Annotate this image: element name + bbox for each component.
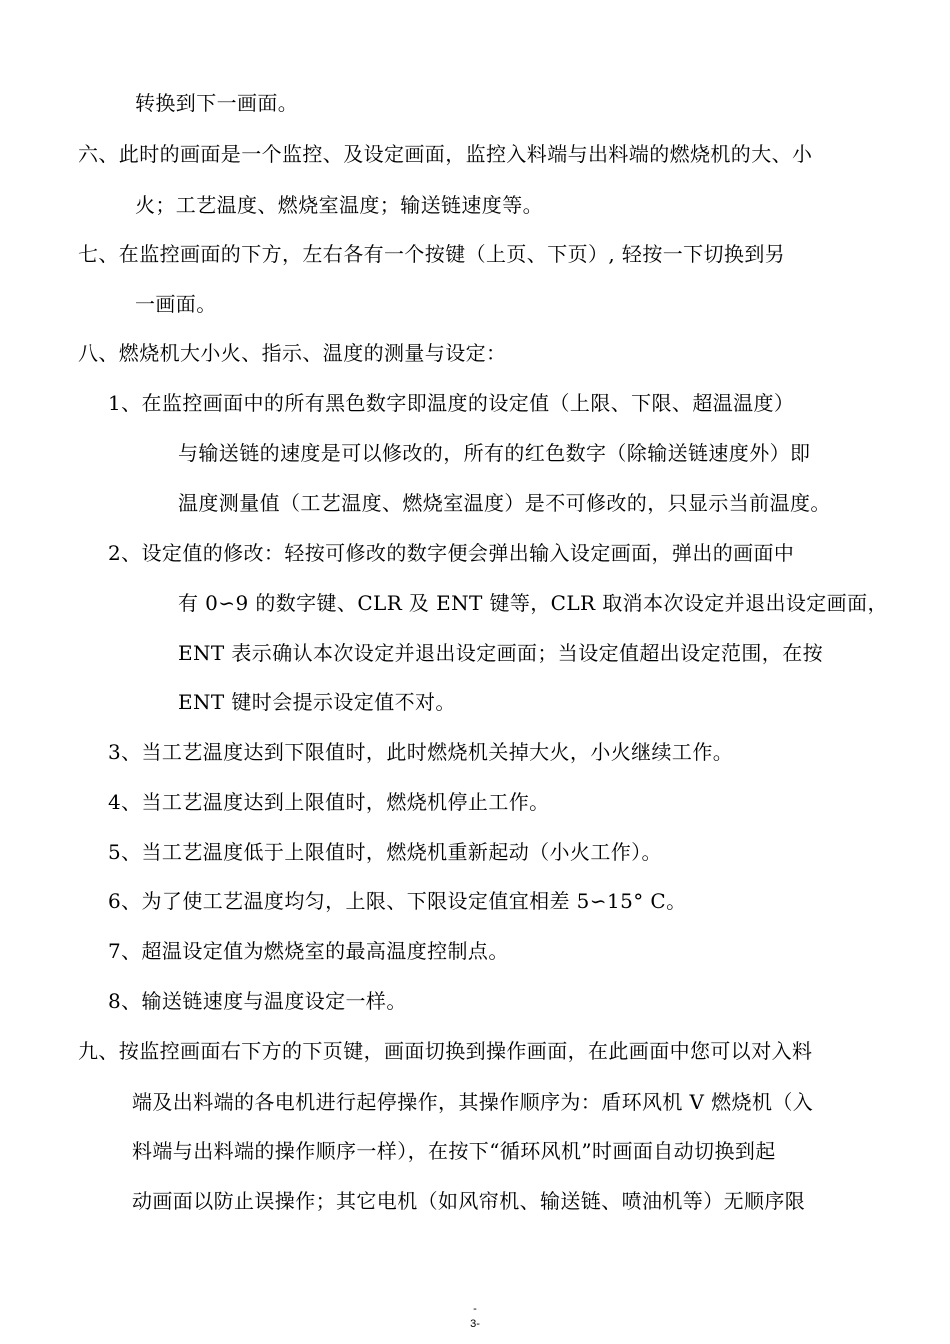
text-line: 一画面。 [135, 292, 217, 316]
text-line: 火；工艺温度、燃烧室温度；输送链速度等。 [135, 193, 543, 217]
text-line: 与输送链的速度是可以修改的，所有的红色数字（除输送链速度外）即 [178, 441, 811, 465]
item-two-line: 2、设定值的修改：轻按可修改的数字便会弹出输入设定画面，弹出的画面中 [108, 541, 795, 565]
section-six-line: 六、此时的画面是一个监控、及设定画面，监控入料端与出料端的燃烧机的大、小 [78, 142, 813, 166]
item-one-line: 1、在监控画面中的所有黑色数字即温度的设定值（上限、下限、超温温度） [108, 391, 795, 415]
item-eight-line: 8、输送链速度与温度设定一样。 [108, 989, 407, 1013]
text-line: 端及出料端的各电机进行起停操作，其操作顺序为：盾环风机 V 燃烧机（入 [132, 1090, 814, 1114]
text-line: 料端与出料端的操作顺序一样），在按下“循环风机”时画面自动切换到起 [132, 1139, 776, 1163]
text-line: ENT 表示确认本次设定并退出设定画面；当设定值超出设定范围，在按 [178, 641, 823, 665]
item-five-line: 5、当工艺温度低于上限值时，燃烧机重新起动（小火工作）。 [108, 840, 662, 864]
text-line: 有 0∽9 的数字键、CLR 及 ENT 键等，CLR 取消本次设定并退出设定画面， [178, 591, 888, 615]
text-line: 温度测量值（工艺温度、燃烧室温度）是不可修改的，只显示当前温度。 [178, 491, 831, 515]
item-six-line: 6、为了使工艺温度均匀，上限、下限设定值宜相差 5∽15° C。 [108, 889, 687, 913]
text-line: 转换到下一画面。 [135, 91, 299, 115]
page-number: 3- [470, 1318, 480, 1330]
item-three-line: 3、当工艺温度达到下限值时，此时燃烧机关掉大火，小火继续工作。 [108, 740, 734, 764]
item-four-line: 4、当工艺温度达到上限值时，燃烧机停止工作。 [108, 790, 550, 814]
section-nine-line: 九、按监控画面右下方的下页键，画面切换到操作画面，在此画面中您可以对入料 [78, 1039, 813, 1063]
item-seven-line: 7、超温设定值为燃烧室的最高温度控制点。 [108, 939, 509, 963]
section-seven-line: 七、在监控画面的下方，左右各有一个按键（上页、下页）, 轻按一下切换到另 [78, 242, 786, 266]
footer-dash: - [473, 1303, 477, 1315]
text-line: ENT 键时会提示设定值不对。 [178, 690, 456, 714]
section-eight-heading: 八、燃烧机大小火、指示、温度的测量与设定： [78, 341, 507, 365]
text-line: 动画面以防止误操作；其它电机（如风帘机、输送链、喷油机等）无顺序限 [132, 1189, 806, 1213]
